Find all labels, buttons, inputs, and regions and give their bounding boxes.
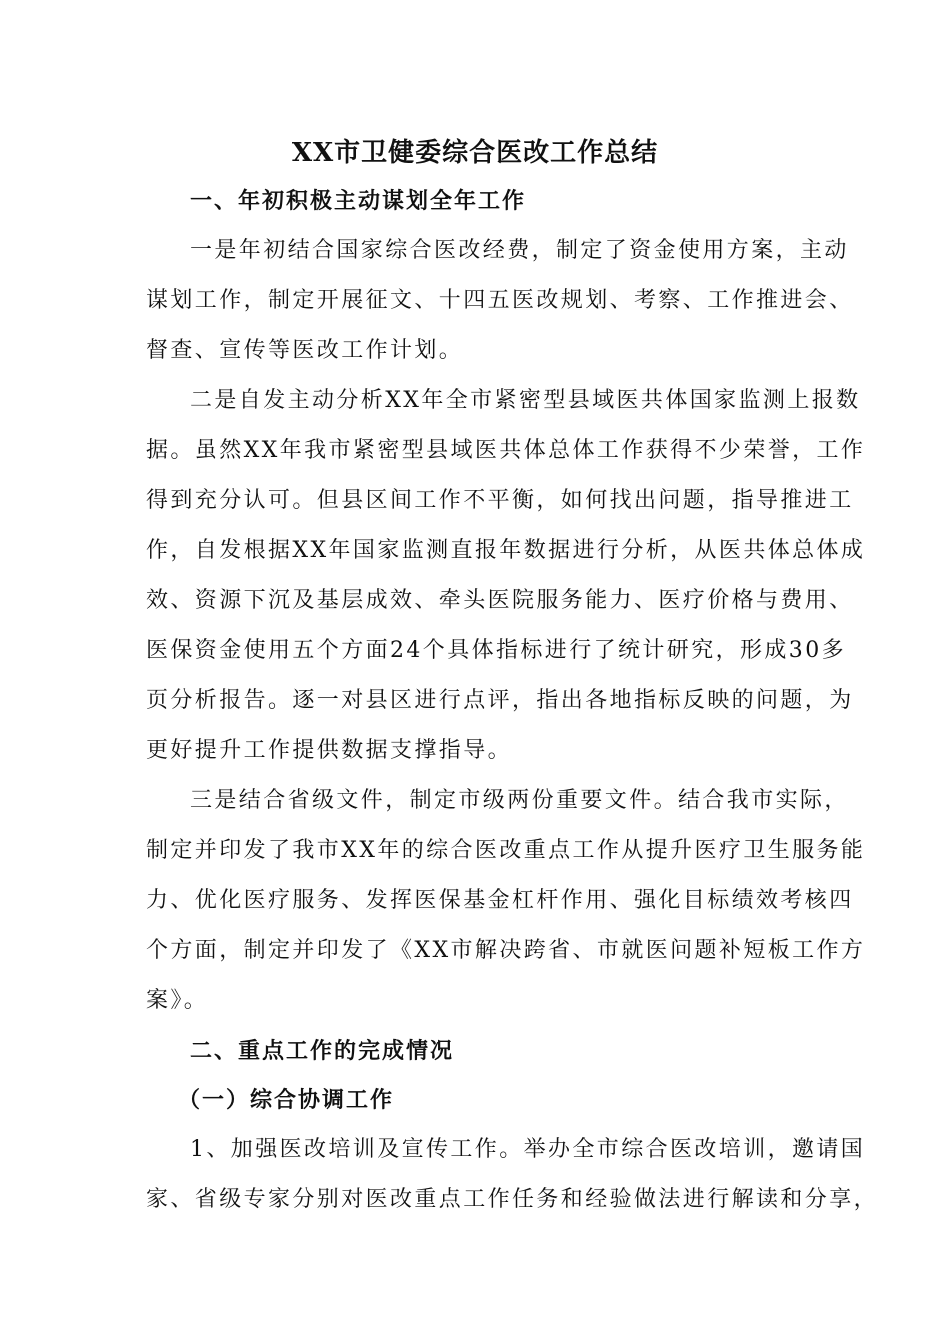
paragraph-line: 谋划工作，制定开展征文、十四五医改规划、考察、工作推进会、 bbox=[146, 288, 854, 313]
paragraph-line: 三是结合省级文件，制定市级两份重要文件。结合我市实际， bbox=[190, 788, 849, 813]
paragraph-line: 1、加强医改培训及宣传工作。举办全市综合医改培训，邀请国 bbox=[190, 1137, 866, 1162]
paragraph-line: 制定并印发了我市XX年的综合医改重点工作从提升医疗卫生服务能 bbox=[146, 838, 866, 863]
paragraph-line: 二是自发主动分析XX年全市紧密型县域医共体国家监测上报数 bbox=[190, 388, 861, 413]
paragraph-line: 据。虽然XX年我市紧密型县域医共体总体工作获得不少荣誉，工作 bbox=[146, 438, 866, 463]
paragraph-line: 医保资金使用五个方面24个具体指标进行了统计研究，形成30多 bbox=[146, 638, 846, 663]
section1-heading: 一、年初积极主动谋划全年工作 bbox=[190, 188, 527, 214]
section2-heading: 二、重点工作的完成情况 bbox=[190, 1038, 455, 1064]
paragraph-line: 督查、宣传等医改工作计划。 bbox=[146, 338, 464, 363]
paragraph-line: 案》。 bbox=[146, 988, 209, 1013]
paragraph-line: 作，自发根据XX年国家监测直报年数据进行分析，从医共体总体成 bbox=[146, 538, 866, 563]
paragraph-line: 家、省级专家分别对医改重点工作任务和经验做法进行解读和分享， bbox=[146, 1187, 879, 1212]
paragraph-line: 页分析报告。逐一对县区进行点评，指出各地指标反映的问题，为 bbox=[146, 688, 854, 713]
paragraph-line: 个方面，制定并印发了《XX市解决跨省、市就医问题补短板工作方 bbox=[146, 938, 866, 963]
paragraph-line: 得到充分认可。但县区间工作不平衡，如何找出问题，指导推进工 bbox=[146, 488, 854, 513]
paragraph-line: 效、资源下沉及基层成效、牵头医院服务能力、医疗价格与费用、 bbox=[146, 588, 854, 613]
paragraph-line: 一是年初结合国家综合医改经费，制定了资金使用方案，主动 bbox=[190, 238, 849, 263]
paragraph-line: 力、优化医疗服务、发挥医保基金杠杆作用、强化目标绩效考核四 bbox=[146, 888, 854, 913]
section2-subheading: （一）综合协调工作 bbox=[178, 1087, 395, 1113]
paragraph-line: 更好提升工作提供数据支撑指导。 bbox=[146, 738, 513, 763]
document-title: XX市卫健委综合医改工作总结 bbox=[291, 138, 659, 168]
